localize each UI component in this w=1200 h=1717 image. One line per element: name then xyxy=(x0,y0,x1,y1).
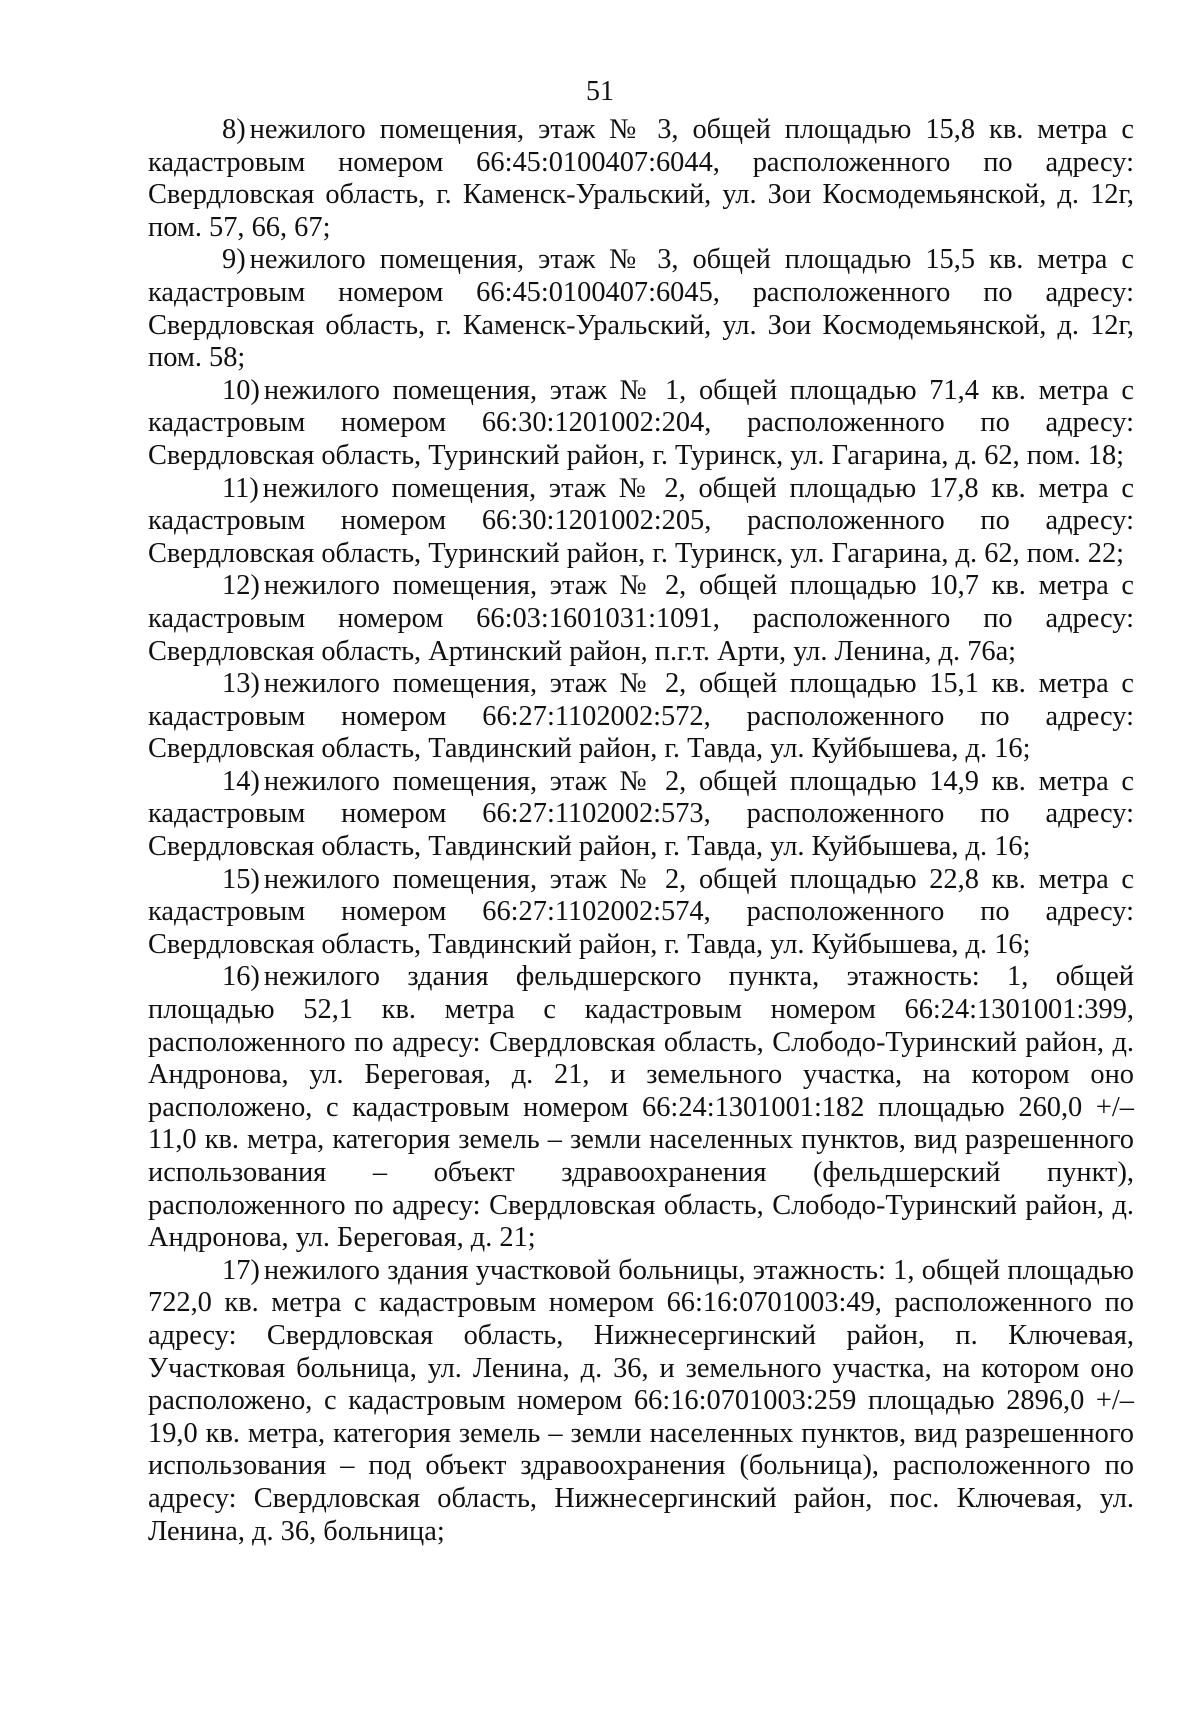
item-number: 16) xyxy=(222,961,260,993)
list-item-17 xyxy=(148,1255,1134,1548)
item-number: 17) xyxy=(222,1254,260,1286)
item-text: нежилого помещения, этаж № 2, общей площадью 14,9 кв. метра с кадастровым номером 66:27:1102002:573, расположенного по адресу: Свердловская область, Тавдинский район, г. Тавда, ул. Куйбышева, д. 16; xyxy=(148,765,1134,863)
list-item-15 xyxy=(148,864,1134,962)
list-item-9 xyxy=(148,244,1134,374)
item-number: 10) xyxy=(222,374,260,406)
item-number: 8) xyxy=(222,114,246,145)
item-text: нежилого помещения, этаж № 1, общей площадью 71,4 кв. метра с кадастровым номером 66:30:1201002:204, расположенного по адресу: Свердловская область, Туринский район, г. Туринск, ул. Гагарина, д. 62, пом. 18; xyxy=(148,374,1134,471)
item-text: нежилого здания фельдшерского пункта, этажность: 1, общей площадью 52,1 кв. метра с кадастровым номером 66:24:1301001:399, расположенного по адресу: Свердловская область, Слободо-Туринский район, д. Андронова, ул. Береговая, д. 21, и земельного участка, на котором оно расположено, с кадастровым номером 66:24:1301001:182 площадью 260,0 +/– 11,0 кв. метра, категория земель – земли населенных пунктов, вид разрешенного использования – объект здравоохранения (фельдшерский пункт), расположенного по адресу: Свердловская область, Слободо-Туринский район, д. Андронова, ул. Береговая, д. 21; xyxy=(148,961,1134,1254)
list-item-8 xyxy=(148,114,1134,244)
item-text: нежилого помещения, этаж № 3, общей площадью 15,5 кв. метра с кадастровым номером 66:45:0100407:6045, расположенного по адресу: Свердловская область, г. Каменск-Уральский, ул. Зои Космодемьянской, д. 12г, пом. 58; xyxy=(148,244,1134,374)
list-item-16 xyxy=(148,961,1134,1254)
list-item-14 xyxy=(148,766,1134,864)
item-number: 13) xyxy=(222,668,260,700)
item-text: нежилого помещения, этаж № 2, общей площадью 10,7 кв. метра с кадастровым номером 66:03:1601031:1091, расположенного по адресу: Свердловская область, Артинский район, п.г.т. Арти, ул. Ленина, д. 76а; xyxy=(148,570,1134,667)
list-item-12 xyxy=(148,570,1134,668)
list-item-10 xyxy=(148,375,1134,473)
item-text: нежилого помещения, этаж № 2, общей площадью 15,1 кв. метра с кадастровым номером 66:27:1102002:572, расположенного по адресу: Свердловская область, Тавдинский район, г. Тавда, ул. Куйбышева, д. 16; xyxy=(148,668,1134,765)
page-number: 51 xyxy=(586,76,614,107)
item-text: нежилого помещения, этаж № 2, общей площадью 22,8 кв. метра с кадастровым номером 66:27:1102002:574, расположенного по адресу: Свердловская область, Тавдинский район, г. Тавда, ул. Куйбышева, д. 16; xyxy=(148,863,1134,960)
list-item-11 xyxy=(148,473,1134,571)
item-text: нежилого здания участковой больницы, этажность: 1, общей площадью 722,0 кв. метра с кадастровым номером 66:16:0701003:49, расположенного по адресу: Свердловская область, Нижнесергинский район, п. Ключевая, Участковая больница, ул. Ленина, д. 36, и земельного участка, на котором оно расположено, с кадастровым номером 66:16:0701003:259 площадью 2896,0 +/– 19,0 кв. метра, категория земель – земли населенных пунктов, вид разрешенного использования – под объект здравоохранения (больница), расположенного по адресу: Свердловская область, Нижнесергинский район, пос. Ключевая, ул. Ленина, д. 36, больница; xyxy=(148,1254,1134,1547)
item-number: 9) xyxy=(222,244,246,276)
item-text: нежилого помещения, этаж № 3, общей площадью 15,8 кв. метра с кадастровым номером 66:45:0100407:6044, расположенного по адресу: Свердловская область, г. Каменск-Уральский, ул. Зои Космодемьянской, д. 12г, пом. 57, 66, 67; xyxy=(148,114,1134,243)
document-body xyxy=(148,114,1134,1548)
item-number: 14) xyxy=(222,765,260,797)
item-number: 15) xyxy=(222,863,260,895)
item-text: нежилого помещения, этаж № 2, общей площадью 17,8 кв. метра с кадастровым номером 66:30:1201002:205, расположенного по адресу: Свердловская область, Туринский район, г. Туринск, ул. Гагарина, д. 62, пом. 22; xyxy=(148,472,1134,569)
item-number: 12) xyxy=(222,570,260,602)
item-number: 11) xyxy=(222,472,259,504)
list-item-13 xyxy=(148,668,1134,766)
